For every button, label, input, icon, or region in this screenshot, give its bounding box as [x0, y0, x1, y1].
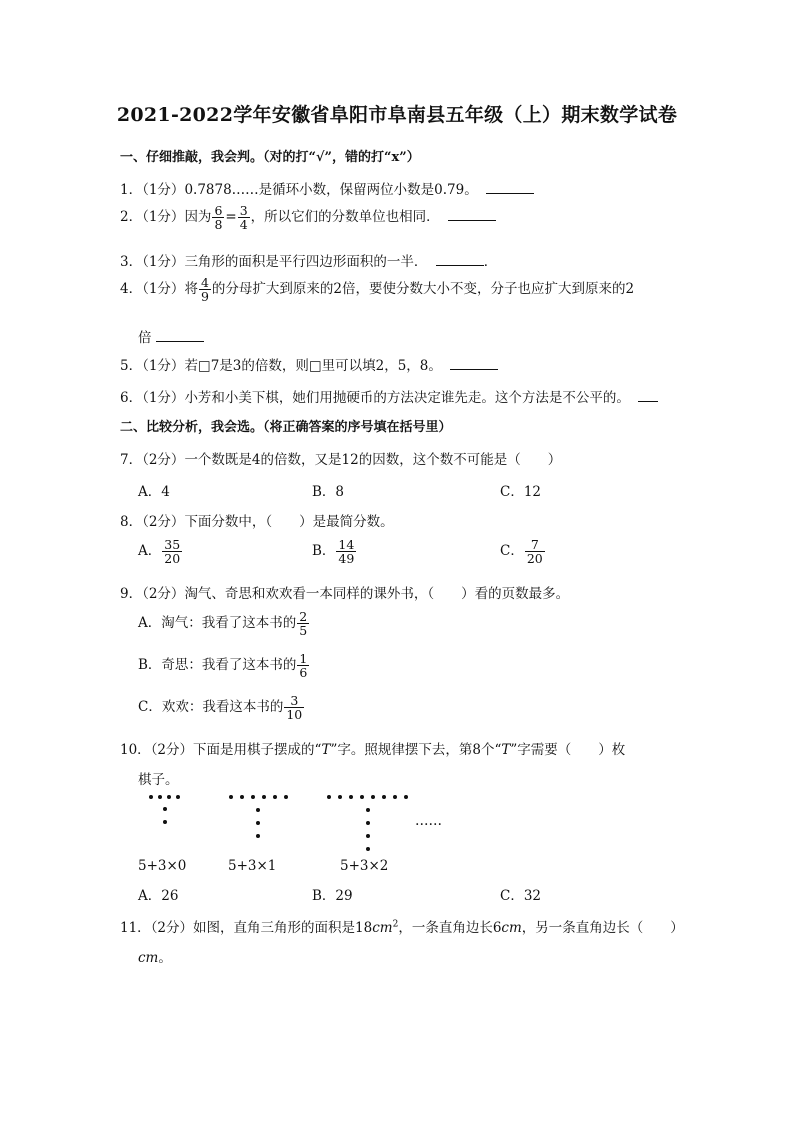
chess-piece: [327, 795, 331, 799]
chess-piece: [284, 795, 288, 799]
question-10: 10．（2分）下面是用棋子摆成的“T”字。照规律摆下去，第8个“T”字需要（ ）枚: [120, 742, 626, 758]
chess-piece: [366, 834, 370, 838]
question-2: 2．（1分）因为 $\frac{6}{8}$ = $\frac{3}{4}$ ，所以它们的分数单位也相同．: [120, 204, 496, 231]
chess-piece: [382, 795, 386, 799]
chess-piece: [349, 795, 353, 799]
question-7: 7．（2分）一个数既是4的倍数，又是12的因数，这个数不可能是（ ）: [120, 452, 562, 468]
answer-blank-5[interactable]: [450, 359, 498, 370]
option-9c[interactable]: C．欢欢：我看这本书的 $\frac{3}{10}$: [138, 693, 303, 722]
chess-piece: [163, 807, 167, 811]
fraction: $\frac{7}{20}$: [526, 537, 543, 566]
chess-piece: [256, 834, 260, 838]
expression-3: 5+3×2: [340, 858, 389, 874]
chess-piece: [229, 795, 233, 799]
fraction: $\frac{6}{8}$: [214, 203, 223, 232]
chess-piece: [393, 795, 397, 799]
chess-piece: [240, 795, 244, 799]
fraction: $\frac{3}{10}$: [286, 693, 303, 722]
question-9: 9．（2分）淘气、奇思和欢欢看一本同样的课外书，（ ）看的页数最多。: [120, 586, 570, 602]
option-10c[interactable]: C．32: [500, 888, 542, 904]
chess-piece: [273, 795, 277, 799]
option-9a[interactable]: A．淘气：我看了这本书的 $\frac{2}{5}$: [138, 609, 308, 638]
question-11-line2: cm。: [138, 950, 172, 966]
question-4: 4．（1分）将 $\frac{4}{9}$ 的分母扩大到原来的2倍，要使分数大小不变，分子也应扩大到原来的2: [120, 275, 635, 304]
option-10b[interactable]: B．29: [312, 888, 353, 904]
ellipsis: ……: [415, 813, 442, 829]
answer-blank-2[interactable]: [448, 210, 496, 221]
option-10a[interactable]: A．26: [138, 888, 179, 904]
question-5: 5．（1分）若□7是3的倍数，则□里可以填2，5，8。: [120, 354, 498, 374]
chess-piece: [360, 795, 364, 799]
fraction: $\frac{2}{5}$: [299, 609, 308, 638]
chess-piece: [251, 795, 255, 799]
question-11: 11．（2分）如图，直角三角形的面积是$18cm^2$，一条直角边长6cm，另一条直角边长（ ）: [120, 919, 684, 936]
question-6: 6．（1分）小芳和小美下棋，她们用抛硬币的方法决定谁先走。这个方法是不公平的。: [120, 386, 658, 406]
chess-piece: [167, 795, 171, 799]
option-8c[interactable]: C． $\frac{7}{20}$: [500, 537, 543, 566]
chess-piece: [262, 795, 266, 799]
option-7a[interactable]: A．4: [138, 484, 170, 500]
chess-piece: [366, 821, 370, 825]
expression-1: 5+3×0: [138, 858, 187, 874]
fraction: $\frac{3}{4}$: [239, 203, 248, 232]
section-2-heading: 二、比较分析，我会选。（将正确答案的序号填在括号里）: [120, 420, 452, 435]
fraction: $\frac{4}{9}$: [200, 275, 209, 304]
question-1: 1．（1分）0.7878……是循环小数，保留两位小数是0.79。: [120, 178, 534, 198]
chess-piece: [371, 795, 375, 799]
chess-piece: [149, 795, 153, 799]
option-8b[interactable]: B． $\frac{14}{49}$: [312, 537, 355, 566]
chess-piece: [256, 821, 260, 825]
fraction: $\frac{35}{20}$: [164, 537, 181, 566]
fraction: $\frac{14}{49}$: [338, 537, 355, 566]
page-title: 2021-2022学年安徽省阜阳市阜南县五年级（上）期末数学试卷: [116, 104, 678, 126]
question-4-line2: 倍: [138, 326, 204, 346]
question-10-line2: 棋子。: [138, 772, 179, 788]
chess-piece: [158, 795, 162, 799]
answer-blank-3[interactable]: [436, 255, 484, 266]
chess-piece: [163, 820, 167, 824]
option-8a[interactable]: A． $\frac{35}{20}$: [138, 537, 181, 566]
chess-piece: [176, 795, 180, 799]
chess-piece: [256, 808, 260, 812]
question-8: 8．（2分）下面分数中，（ ）是最简分数。: [120, 514, 394, 530]
answer-blank-1[interactable]: [486, 183, 534, 194]
question-3: 3．（1分）三角形的面积是平行四边形面积的一半． ．: [120, 254, 498, 270]
section-1-heading: 一、仔细推敲，我会判。（对的打“√”，错的打“x”）: [120, 150, 420, 165]
answer-blank-4[interactable]: [156, 331, 204, 342]
option-7c[interactable]: C．12: [500, 484, 542, 500]
chess-piece: [366, 847, 370, 851]
option-9b[interactable]: B．奇思：我看了这本书的 $\frac{1}{6}$: [138, 651, 308, 680]
chess-piece: [338, 795, 342, 799]
chess-piece: [366, 808, 370, 812]
answer-blank-6[interactable]: [638, 391, 658, 402]
fraction: $\frac{1}{6}$: [299, 651, 308, 680]
expression-2: 5+3×1: [228, 858, 277, 874]
chess-piece: [404, 795, 408, 799]
option-7b[interactable]: B．8: [312, 484, 345, 500]
